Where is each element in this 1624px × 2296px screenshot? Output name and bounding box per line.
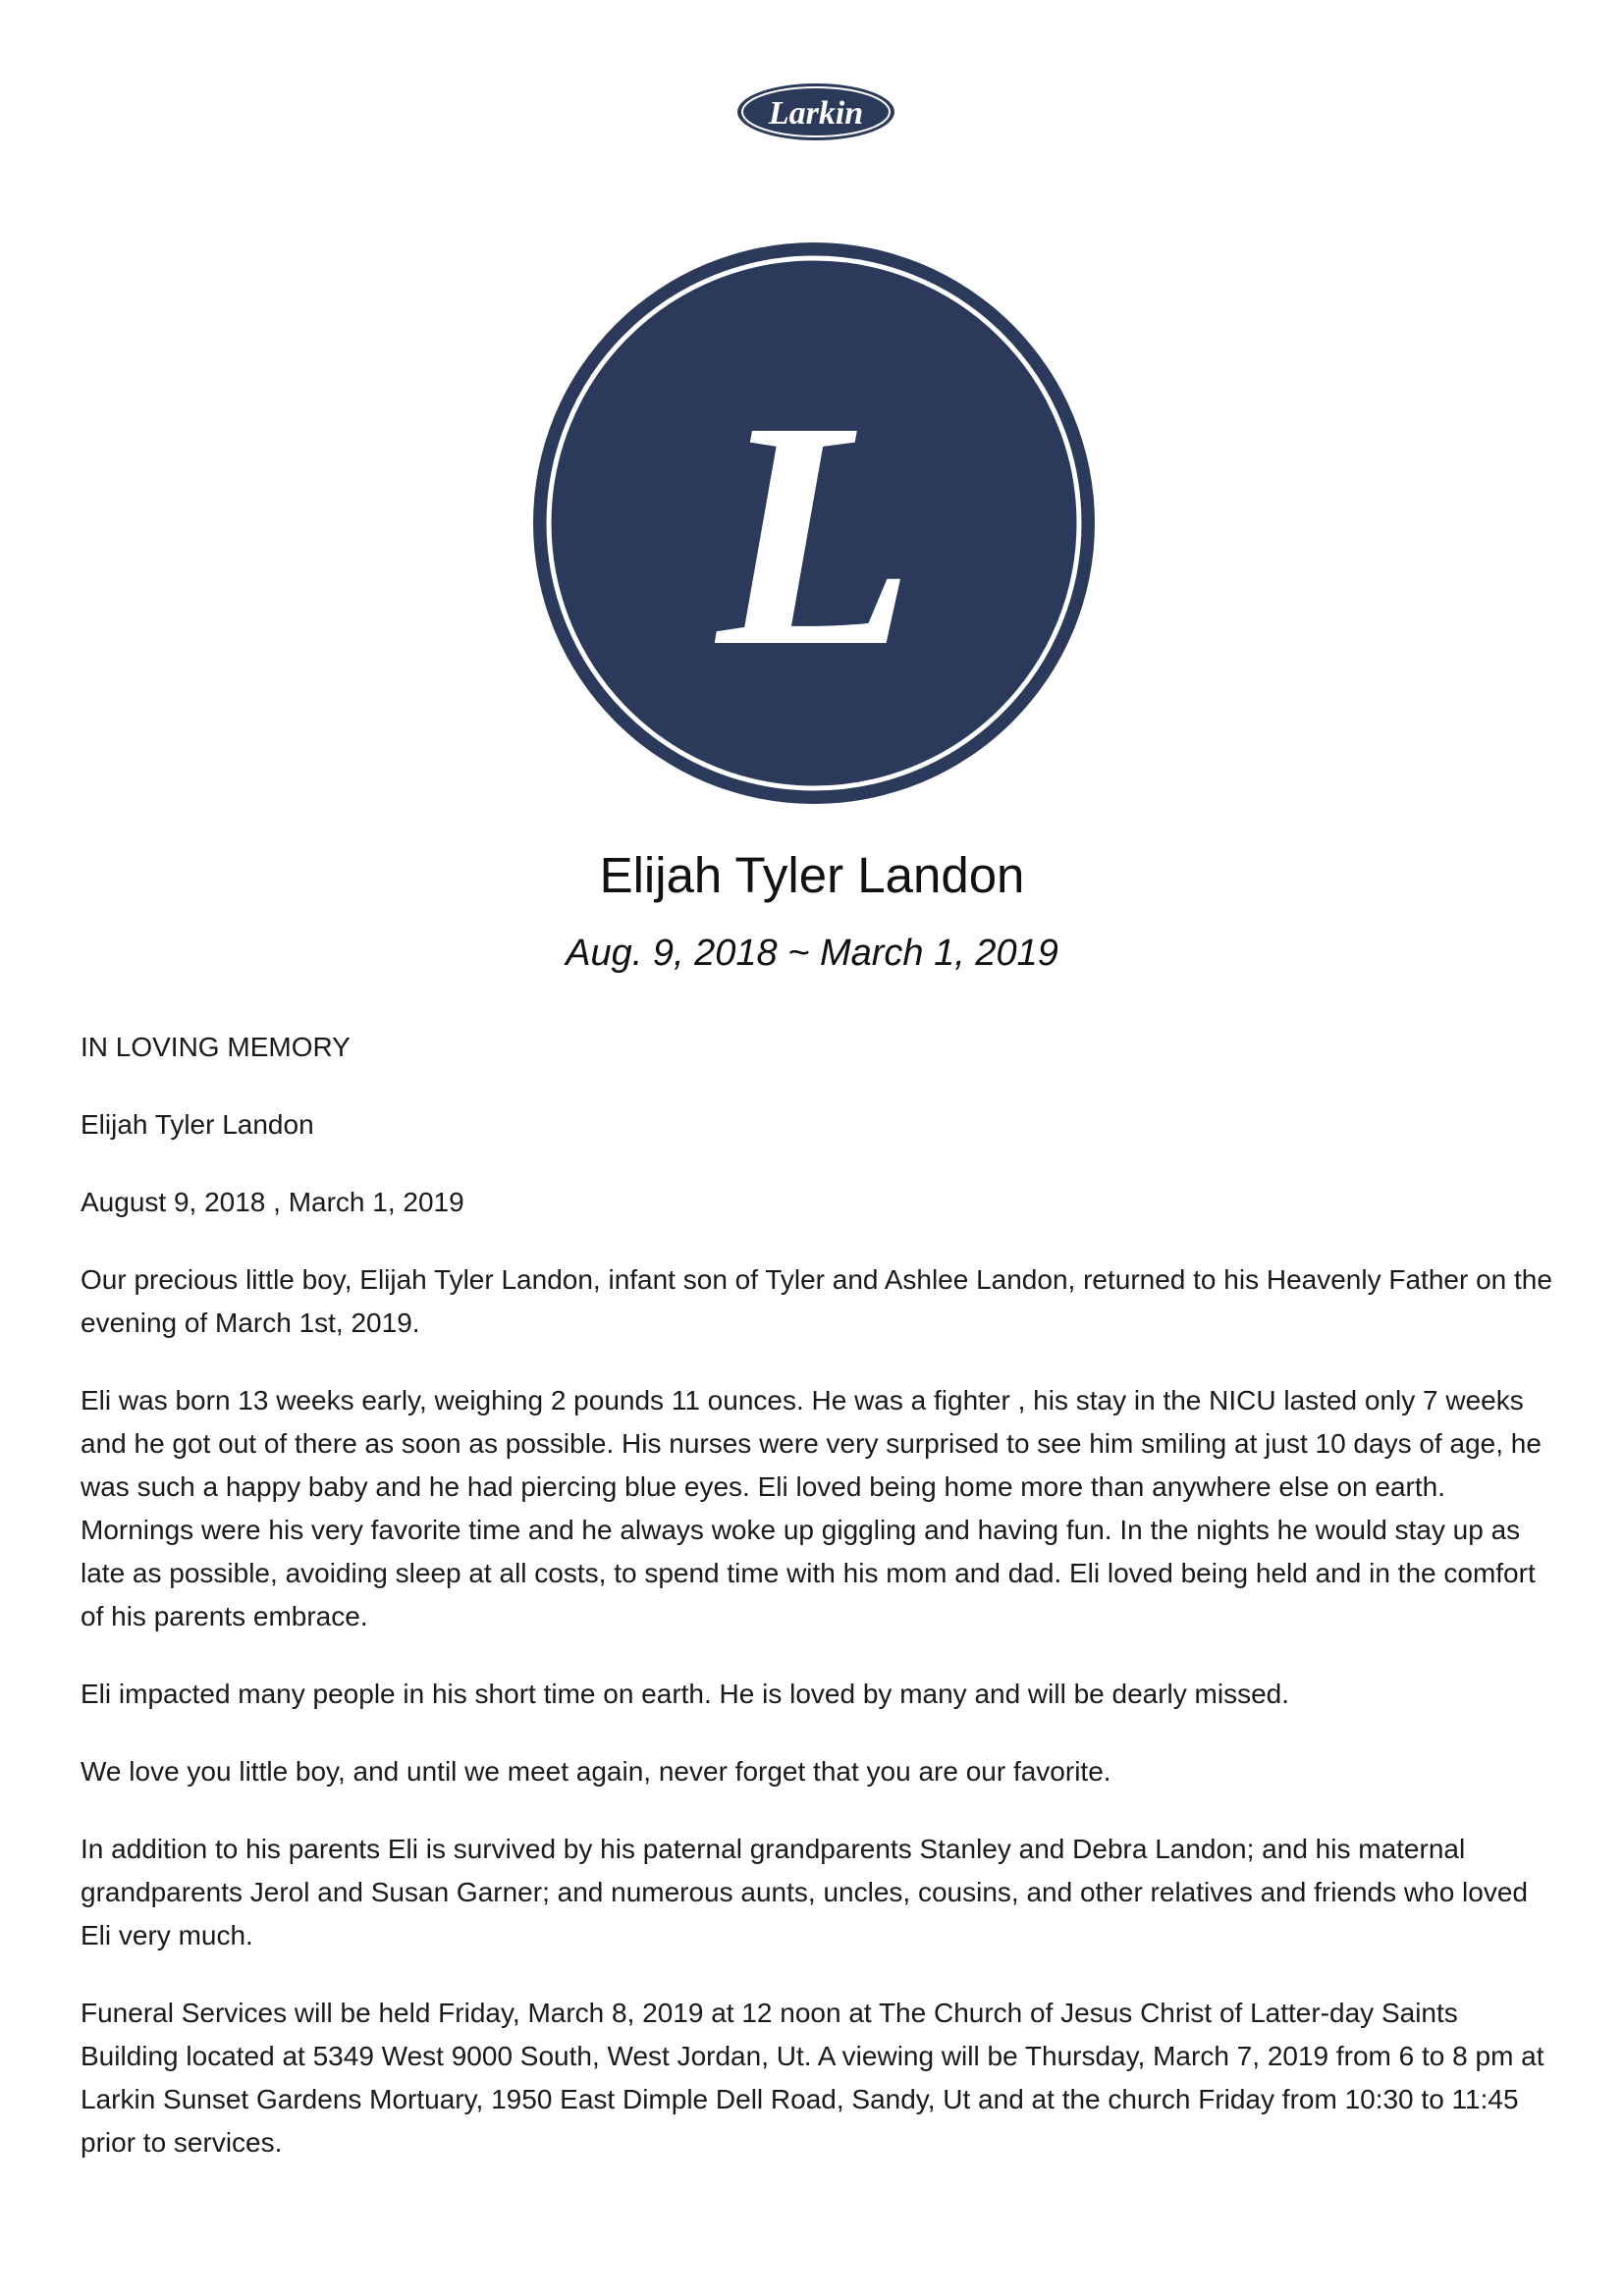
larkin-logo-graphic	[735, 81, 896, 142]
services-paragraph: Funeral Services will be held Friday, March 8, 2019 at 12 noon at The Church of Jesus Christ of Latter-day Saints Building located at 5349 West 9000 South, West Jordan, Ut. A viewing will be Thursday, March 7, 2019 from 6 to 8 pm at Larkin Sunset Gardens Mortuary, 1950 East Dimple Dell Road, Sandy, Ut and at the church Friday from 10:30 to 11:45 prior to services.	[81, 1998, 1544, 2158]
larkin-logo	[735, 81, 896, 142]
larkin-emblem	[531, 240, 1097, 806]
farewell-paragraph: We love you little boy, and until we meet again, never forget that you are our favorite.	[81, 1756, 1111, 1787]
emblem-letter: L	[717, 355, 915, 714]
impact-paragraph: Eli impacted many people in his short time on earth. He is loved by many and will be dearly missed.	[81, 1679, 1290, 1709]
deceased-name-heading: Elijah Tyler Landon	[599, 847, 1025, 903]
life-dates-heading: Aug. 9, 2018 ~ March 1, 2019	[566, 933, 1058, 974]
memorial-name: Elijah Tyler Landon	[81, 1109, 314, 1140]
memorial-dates: August 9, 2018 , March 1, 2019	[81, 1187, 464, 1217]
intro-paragraph: Our precious little boy, Elijah Tyler Landon, infant son of Tyler and Ashlee Landon, returned to his Heavenly Father on the evening of March 1st, 2019.	[81, 1264, 1552, 1338]
emblem-graphic	[531, 240, 1097, 806]
larkin-logo-text: Larkin	[768, 95, 864, 132]
memorial-heading: IN LOVING MEMORY	[81, 1032, 351, 1062]
survivors-paragraph: In addition to his parents Eli is survived by his paternal grandparents Stanley and Debra Landon; and his maternal grandparents Jerol and Susan Garner; and numerous aunts, uncles, cousins, and other relatives and friends who loved Eli very much.	[81, 1834, 1528, 1950]
obituary-body	[81, 1026, 1553, 2199]
life-story-paragraph: Eli was born 13 weeks early, weighing 2 pounds 11 ounces. He was a fighter , his stay in the NICU lasted only 7 weeks and he got out of there as soon as possible. His nurses were very surprised to see him smiling at just 10 days of age, he was such a happy baby and he had piercing blue eyes. Eli loved being home more than anywhere else on earth. Mornings were his very favorite time and he always woke up giggling and having fun. In the nights he would stay up as late as possible, avoiding sleep at all costs, to spend time with his mom and dad. Eli loved being held and in the comfort of his parents embrace.	[81, 1385, 1542, 1631]
